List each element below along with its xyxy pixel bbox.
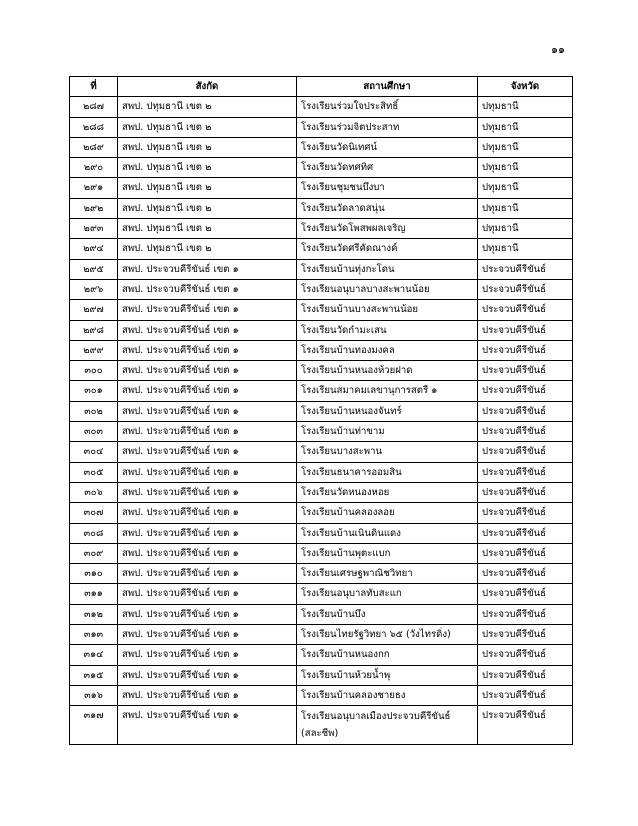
cell-affiliation: สพป. ประจวบคีรีขันธ์ เขต ๑ xyxy=(118,584,297,604)
page-number: ๑๑ xyxy=(551,43,565,56)
cell-school: โรงเรียนบ้านบางสะพานน้อย xyxy=(297,300,478,320)
cell-province: ประจวบคีรีขันธ์ xyxy=(478,462,573,482)
cell-number: ๒๘๗ xyxy=(70,97,118,117)
table-row xyxy=(70,401,573,421)
cell-province: ประจวบคีรีขันธ์ xyxy=(478,706,573,745)
cell-affiliation: สพป. ประจวบคีรีขันธ์ เขต ๑ xyxy=(118,462,297,482)
table-header-row xyxy=(70,77,573,97)
cell-school: โรงเรียนธนาคารออมสิน xyxy=(297,462,478,482)
cell-affiliation: สพป. ปทุมธานี เขต ๒ xyxy=(118,97,297,117)
cell-affiliation: สพป. ปทุมธานี เขต ๒ xyxy=(118,178,297,198)
cell-affiliation: สพป. ประจวบคีรีขันธ์ เขต ๑ xyxy=(118,665,297,685)
table-row xyxy=(70,625,573,645)
cell-number: ๓๑๕ xyxy=(70,665,118,685)
table-row xyxy=(70,645,573,665)
cell-affiliation: สพป. ปทุมธานี เขต ๒ xyxy=(118,239,297,259)
cell-affiliation: สพป. ปทุมธานี เขต ๒ xyxy=(118,198,297,218)
table-row xyxy=(70,361,573,381)
cell-number: ๒๙๖ xyxy=(70,279,118,299)
cell-number: ๓๐๓ xyxy=(70,422,118,442)
cell-affiliation: สพป. ประจวบคีรีขันธ์ เขต ๑ xyxy=(118,503,297,523)
cell-school: โรงเรียนบ้านทุ่งกะโดน xyxy=(297,259,478,279)
cell-province: ประจวบคีรีขันธ์ xyxy=(478,422,573,442)
cell-province: ประจวบคีรีขันธ์ xyxy=(478,625,573,645)
cell-province: ประจวบคีรีขันธ์ xyxy=(478,361,573,381)
cell-number: ๓๐๖ xyxy=(70,482,118,502)
table-row xyxy=(70,482,573,502)
cell-number: ๒๙๔ xyxy=(70,239,118,259)
cell-school: โรงเรียนบ้านพุตะแบก xyxy=(297,543,478,563)
cell-number: ๓๐๒ xyxy=(70,401,118,421)
cell-number: ๒๙๙ xyxy=(70,340,118,360)
cell-affiliation: สพป. ประจวบคีรีขันธ์ เขต ๑ xyxy=(118,625,297,645)
cell-school: โรงเรียนบ้านหนองจันทร์ xyxy=(297,401,478,421)
table-row xyxy=(70,259,573,279)
cell-school: โรงเรียนร่วมจิตประสาท xyxy=(297,117,478,137)
cell-number: ๓๑๖ xyxy=(70,685,118,705)
cell-number: ๓๑๐ xyxy=(70,564,118,584)
cell-affiliation: สพป. ประจวบคีรีขันธ์ เขต ๑ xyxy=(118,320,297,340)
cell-school: โรงเรียนบ้านบึง xyxy=(297,604,478,624)
table-row xyxy=(70,706,573,745)
cell-affiliation: สพป. ปทุมธานี เขต ๒ xyxy=(118,117,297,137)
cell-school: โรงเรียนบางสะพาน xyxy=(297,442,478,462)
table-row xyxy=(70,198,573,218)
cell-school: โรงเรียนชุมชนบึงบา xyxy=(297,178,478,198)
cell-school: โรงเรียนวัดนิเทศน์ xyxy=(297,137,478,157)
table-row xyxy=(70,685,573,705)
cell-school: โรงเรียนบ้านคลองชายธง xyxy=(297,685,478,705)
cell-affiliation: สพป. ประจวบคีรีขันธ์ เขต ๑ xyxy=(118,401,297,421)
cell-school: โรงเรียนวัดทศทิศ xyxy=(297,158,478,178)
cell-affiliation: สพป. ประจวบคีรีขันธ์ เขต ๑ xyxy=(118,543,297,563)
cell-school: โรงเรียนบ้านคลองลอย xyxy=(297,503,478,523)
cell-affiliation: สพป. ประจวบคีรีขันธ์ เขต ๑ xyxy=(118,340,297,360)
cell-school: โรงเรียนบ้านทองมงคล xyxy=(297,340,478,360)
table-row xyxy=(70,442,573,462)
cell-province: ปทุมธานี xyxy=(478,158,573,178)
cell-school: โรงเรียนไทยรัฐวิทยา ๖๕ (วังไทรดิ่ง) xyxy=(297,625,478,645)
cell-number: ๒๙๘ xyxy=(70,320,118,340)
table-row xyxy=(70,422,573,442)
table-row xyxy=(70,543,573,563)
table-row xyxy=(70,340,573,360)
header-affiliation: สังกัด xyxy=(118,77,297,97)
cell-province: ประจวบคีรีขันธ์ xyxy=(478,340,573,360)
table-row xyxy=(70,300,573,320)
cell-affiliation: สพป. ปทุมธานี เขต ๒ xyxy=(118,158,297,178)
cell-number: ๓๑๑ xyxy=(70,584,118,604)
table-row xyxy=(70,158,573,178)
cell-province: ประจวบคีรีขันธ์ xyxy=(478,685,573,705)
cell-affiliation: สพป. ประจวบคีรีขันธ์ เขต ๑ xyxy=(118,422,297,442)
cell-province: ประจวบคีรีขันธ์ xyxy=(478,584,573,604)
cell-number: ๓๐๕ xyxy=(70,462,118,482)
cell-affiliation: สพป. ประจวบคีรีขันธ์ เขต ๑ xyxy=(118,381,297,401)
cell-number: ๓๐๙ xyxy=(70,543,118,563)
table-row xyxy=(70,462,573,482)
header-province: จังหวัด xyxy=(478,77,573,97)
cell-affiliation: สพป. ประจวบคีรีขันธ์ เขต ๑ xyxy=(118,564,297,584)
cell-school: โรงเรียนร่วมใจประสิทธิ์ xyxy=(297,97,478,117)
cell-affiliation: สพป. ปทุมธานี เขต ๒ xyxy=(118,219,297,239)
cell-number: ๒๙๓ xyxy=(70,219,118,239)
cell-affiliation: สพป. ประจวบคีรีขันธ์ เขต ๑ xyxy=(118,482,297,502)
header-school: สถานศึกษา xyxy=(297,77,478,97)
cell-school: โรงเรียนสมาคมเลขานุการสตรี ๑ xyxy=(297,381,478,401)
cell-province: ประจวบคีรีขันธ์ xyxy=(478,564,573,584)
cell-number: ๓๑๓ xyxy=(70,625,118,645)
cell-school: โรงเรียนบ้านหนองห้วยฝาด xyxy=(297,361,478,381)
cell-school: โรงเรียนบ้านหนองกก xyxy=(297,645,478,665)
cell-province: ประจวบคีรีขันธ์ xyxy=(478,442,573,462)
cell-school: โรงเรียนวัดหนองหอย xyxy=(297,482,478,502)
cell-affiliation: สพป. ประจวบคีรีขันธ์ เขต ๑ xyxy=(118,604,297,624)
cell-number: ๓๐๗ xyxy=(70,503,118,523)
cell-affiliation: สพป. ประจวบคีรีขันธ์ เขต ๑ xyxy=(118,259,297,279)
table-row xyxy=(70,178,573,198)
cell-province: ปทุมธานี xyxy=(478,219,573,239)
cell-school: โรงเรียนบ้านห้วยน้ำพุ xyxy=(297,665,478,685)
cell-number: ๒๙๑ xyxy=(70,178,118,198)
cell-province: ประจวบคีรีขันธ์ xyxy=(478,300,573,320)
cell-number: ๒๙๐ xyxy=(70,158,118,178)
cell-affiliation: สพป. ประจวบคีรีขันธ์ เขต ๑ xyxy=(118,523,297,543)
cell-province: ปทุมธานี xyxy=(478,137,573,157)
cell-affiliation: สพป. ประจวบคีรีขันธ์ เขต ๑ xyxy=(118,279,297,299)
cell-number: ๓๐๐ xyxy=(70,361,118,381)
table-row xyxy=(70,239,573,259)
table-row xyxy=(70,117,573,137)
table-row xyxy=(70,320,573,340)
cell-province: ประจวบคีรีขันธ์ xyxy=(478,279,573,299)
cell-province: ประจวบคีรีขันธ์ xyxy=(478,604,573,624)
cell-province: ปทุมธานี xyxy=(478,198,573,218)
cell-number: ๒๙๒ xyxy=(70,198,118,218)
cell-school: โรงเรียนวัดโพสพผลเจริญ xyxy=(297,219,478,239)
cell-province: ประจวบคีรีขันธ์ xyxy=(478,645,573,665)
table-row xyxy=(70,279,573,299)
table-row xyxy=(70,523,573,543)
cell-number: ๒๙๗ xyxy=(70,300,118,320)
cell-affiliation: สพป. ประจวบคีรีขันธ์ เขต ๑ xyxy=(118,361,297,381)
table-row xyxy=(70,137,573,157)
cell-number: ๒๘๘ xyxy=(70,117,118,137)
cell-affiliation: สพป. ประจวบคีรีขันธ์ เขต ๑ xyxy=(118,300,297,320)
cell-number: ๓๑๒ xyxy=(70,604,118,624)
cell-province: ประจวบคีรีขันธ์ xyxy=(478,665,573,685)
cell-number: ๓๑๔ xyxy=(70,645,118,665)
cell-school: โรงเรียนวัดกำมะเสน xyxy=(297,320,478,340)
table-row xyxy=(70,97,573,117)
cell-province: ประจวบคีรีขันธ์ xyxy=(478,259,573,279)
cell-province: ปทุมธานี xyxy=(478,178,573,198)
cell-affiliation: สพป. ประจวบคีรีขันธ์ เขต ๑ xyxy=(118,645,297,665)
table-row xyxy=(70,503,573,523)
cell-province: ปทุมธานี xyxy=(478,117,573,137)
table-row xyxy=(70,604,573,624)
cell-province: ประจวบคีรีขันธ์ xyxy=(478,503,573,523)
table-row xyxy=(70,381,573,401)
cell-school: โรงเรียนอนุบาลเมืองประจวบคีรีขันธ์ (สละชีพ) xyxy=(297,706,478,745)
cell-province: ประจวบคีรีขันธ์ xyxy=(478,523,573,543)
cell-province: ปทุมธานี xyxy=(478,97,573,117)
cell-school: โรงเรียนอนุบาลบางสะพานน้อย xyxy=(297,279,478,299)
school-list-table xyxy=(69,76,573,745)
cell-number: ๒๙๕ xyxy=(70,259,118,279)
cell-affiliation: สพป. ประจวบคีรีขันธ์ เขต ๑ xyxy=(118,442,297,462)
cell-affiliation: สพป. ประจวบคีรีขันธ์ เขต ๑ xyxy=(118,706,297,745)
table-row xyxy=(70,584,573,604)
cell-affiliation: สพป. ปทุมธานี เขต ๒ xyxy=(118,137,297,157)
cell-school: โรงเรียนวัดศรีคัดณางค์ xyxy=(297,239,478,259)
cell-province: ประจวบคีรีขันธ์ xyxy=(478,320,573,340)
cell-province: ประจวบคีรีขันธ์ xyxy=(478,482,573,502)
table-row xyxy=(70,564,573,584)
cell-school: โรงเรียนบ้านเนินดินแดง xyxy=(297,523,478,543)
table-body xyxy=(70,97,573,745)
cell-school: โรงเรียนเศรษฐพาณิชวิทยา xyxy=(297,564,478,584)
cell-province: ปทุมธานี xyxy=(478,239,573,259)
table-row xyxy=(70,665,573,685)
cell-number: ๓๐๘ xyxy=(70,523,118,543)
cell-province: ประจวบคีรีขันธ์ xyxy=(478,401,573,421)
cell-school: โรงเรียนบ้านท่าขาม xyxy=(297,422,478,442)
cell-number: ๓๑๗ xyxy=(70,706,118,745)
header-number: ที่ xyxy=(70,77,118,97)
cell-number: ๓๐๔ xyxy=(70,442,118,462)
cell-school: โรงเรียนวัดลาดสนุ่น xyxy=(297,198,478,218)
cell-number: ๒๘๙ xyxy=(70,137,118,157)
table-row xyxy=(70,219,573,239)
cell-school: โรงเรียนอนุบาลทับสะแก xyxy=(297,584,478,604)
cell-number: ๓๐๑ xyxy=(70,381,118,401)
cell-province: ประจวบคีรีขันธ์ xyxy=(478,381,573,401)
cell-affiliation: สพป. ประจวบคีรีขันธ์ เขต ๑ xyxy=(118,685,297,705)
cell-province: ประจวบคีรีขันธ์ xyxy=(478,543,573,563)
